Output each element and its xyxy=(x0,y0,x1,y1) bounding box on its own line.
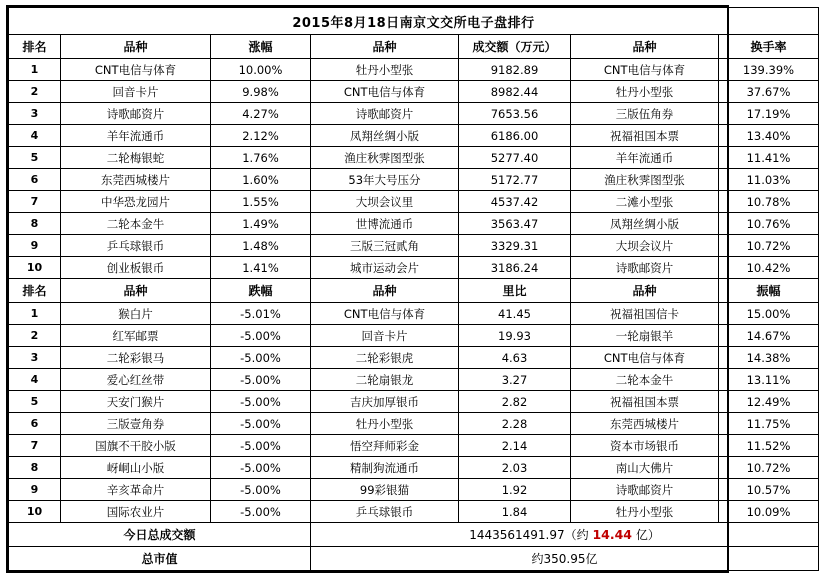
cell-turnover: 8982.44 xyxy=(459,81,571,103)
cell-variety-drop: 岈峒山小版 xyxy=(61,457,211,479)
cell-turnover: 3563.47 xyxy=(459,213,571,235)
cell-rank: 7 xyxy=(9,191,61,213)
cell-variety-turnover: 三版三冠贰角 xyxy=(311,235,459,257)
cell-drop: -5.00% xyxy=(211,325,311,347)
header-variety-drop: 品种 xyxy=(61,279,211,303)
cell-gain: 1.60% xyxy=(211,169,311,191)
cell-rate: 10.76% xyxy=(719,213,819,235)
table-row xyxy=(9,369,819,391)
table-row xyxy=(9,501,819,523)
cell-rate: 13.40% xyxy=(719,125,819,147)
cell-variety-amplitude: 东莞西城楼片 xyxy=(571,413,719,435)
title-row xyxy=(9,8,819,35)
cell-rank: 10 xyxy=(9,257,61,279)
cell-variety-drop: 国际农业片 xyxy=(61,501,211,523)
cell-amplitude: 10.57% xyxy=(719,479,819,501)
cell-amplitude: 11.52% xyxy=(719,435,819,457)
cell-variety-turnover: CNT电信与体育 xyxy=(311,81,459,103)
cell-rate: 17.19% xyxy=(719,103,819,125)
table-row xyxy=(9,191,819,213)
cell-variety-ratio: 回音卡片 xyxy=(311,325,459,347)
total-turnover-highlight: 14.44 xyxy=(592,527,632,542)
table-row xyxy=(9,413,819,435)
cell-ratio: 2.28 xyxy=(459,413,571,435)
cell-variety-drop: 爱心红丝带 xyxy=(61,369,211,391)
table-row xyxy=(9,435,819,457)
cell-variety-rate: 凤翔丝绸小版 xyxy=(571,213,719,235)
table-row xyxy=(9,169,819,191)
cell-variety-gain: 东莞西城楼片 xyxy=(61,169,211,191)
header-variety-turnover: 品种 xyxy=(311,35,459,59)
cell-variety-turnover: 凤翔丝绸小版 xyxy=(311,125,459,147)
cell-rank: 1 xyxy=(9,303,61,325)
cell-rank: 1 xyxy=(9,59,61,81)
section1-header-row xyxy=(9,35,819,59)
ranking-table xyxy=(8,7,819,571)
header-drop: 跌幅 xyxy=(211,279,311,303)
cell-variety-ratio: CNT电信与体育 xyxy=(311,303,459,325)
cell-variety-drop: 辛亥革命片 xyxy=(61,479,211,501)
cell-variety-drop: 三版壹角券 xyxy=(61,413,211,435)
table-row xyxy=(9,213,819,235)
total-turnover-suffix: 亿） xyxy=(635,528,660,542)
header-amplitude: 振幅 xyxy=(719,279,819,303)
table-row xyxy=(9,81,819,103)
cell-gain: 1.49% xyxy=(211,213,311,235)
cell-variety-rate: 渔庄秋霁图型张 xyxy=(571,169,719,191)
cell-variety-ratio: 乒乓球银币 xyxy=(311,501,459,523)
cell-variety-turnover: 渔庄秋霁图型张 xyxy=(311,147,459,169)
table-row xyxy=(9,303,819,325)
cell-ratio: 3.27 xyxy=(459,369,571,391)
table-row xyxy=(9,457,819,479)
market-cap-label: 总市值 xyxy=(9,547,311,571)
cell-variety-gain: 回音卡片 xyxy=(61,81,211,103)
cell-rate: 139.39% xyxy=(719,59,819,81)
cell-rate: 37.67% xyxy=(719,81,819,103)
cell-variety-ratio: 99彩银猫 xyxy=(311,479,459,501)
cell-variety-turnover: 53年大号压分 xyxy=(311,169,459,191)
cell-amplitude: 10.09% xyxy=(719,501,819,523)
cell-variety-ratio: 二轮彩银虎 xyxy=(311,347,459,369)
header-turnover-rate: 换手率 xyxy=(719,35,819,59)
cell-turnover: 3329.31 xyxy=(459,235,571,257)
cell-ratio: 2.82 xyxy=(459,391,571,413)
cell-turnover: 5277.40 xyxy=(459,147,571,169)
cell-variety-gain: 乒乓球银币 xyxy=(61,235,211,257)
cell-rank: 3 xyxy=(9,347,61,369)
header-variety-ratio: 品种 xyxy=(311,279,459,303)
cell-gain: 9.98% xyxy=(211,81,311,103)
section2-header-row xyxy=(9,279,819,303)
cell-gain: 1.55% xyxy=(211,191,311,213)
ranking-sheet xyxy=(6,5,795,573)
cell-rank: 6 xyxy=(9,169,61,191)
table-row xyxy=(9,103,819,125)
total-turnover-value xyxy=(311,523,819,547)
cell-amplitude: 12.49% xyxy=(719,391,819,413)
cell-variety-amplitude: 诗歌邮资片 xyxy=(571,479,719,501)
cell-drop: -5.00% xyxy=(211,369,311,391)
table-row xyxy=(9,479,819,501)
table-row xyxy=(9,325,819,347)
cell-rank: 6 xyxy=(9,413,61,435)
cell-rate: 11.41% xyxy=(719,147,819,169)
table-row xyxy=(9,347,819,369)
cell-ratio: 4.63 xyxy=(459,347,571,369)
cell-drop: -5.00% xyxy=(211,413,311,435)
cell-ratio: 1.92 xyxy=(459,479,571,501)
cell-ratio: 2.03 xyxy=(459,457,571,479)
cell-variety-rate: 羊年流通币 xyxy=(571,147,719,169)
cell-rank: 5 xyxy=(9,147,61,169)
cell-variety-gain: CNT电信与体育 xyxy=(61,59,211,81)
cell-rate: 10.72% xyxy=(719,235,819,257)
cell-turnover: 7653.56 xyxy=(459,103,571,125)
cell-turnover: 9182.89 xyxy=(459,59,571,81)
table-row xyxy=(9,235,819,257)
cell-rate: 10.78% xyxy=(719,191,819,213)
cell-variety-amplitude: 二轮本金牛 xyxy=(571,369,719,391)
cell-ratio: 41.45 xyxy=(459,303,571,325)
cell-variety-drop: 二轮彩银马 xyxy=(61,347,211,369)
total-turnover-label: 今日总成交额 xyxy=(9,523,311,547)
cell-gain: 1.48% xyxy=(211,235,311,257)
cell-drop: -5.01% xyxy=(211,303,311,325)
cell-amplitude: 10.72% xyxy=(719,457,819,479)
market-cap-row xyxy=(9,547,819,571)
cell-drop: -5.00% xyxy=(211,347,311,369)
cell-turnover: 4537.42 xyxy=(459,191,571,213)
table-row xyxy=(9,125,819,147)
header-variety-turnoverrate: 品种 xyxy=(571,35,719,59)
cell-variety-drop: 红军邮票 xyxy=(61,325,211,347)
cell-turnover: 3186.24 xyxy=(459,257,571,279)
cell-variety-turnover: 大坝会议里 xyxy=(311,191,459,213)
cell-variety-amplitude: 南山大佛片 xyxy=(571,457,719,479)
page-title: 2015年8月18日南京文交所电子盘排行 xyxy=(9,8,819,35)
cell-variety-ratio: 精制狗流通币 xyxy=(311,457,459,479)
cell-amplitude: 14.67% xyxy=(719,325,819,347)
table-row xyxy=(9,391,819,413)
cell-variety-rate: 三版伍角券 xyxy=(571,103,719,125)
cell-variety-gain: 羊年流通币 xyxy=(61,125,211,147)
cell-variety-amplitude: CNT电信与体育 xyxy=(571,347,719,369)
cell-amplitude: 15.00% xyxy=(719,303,819,325)
cell-amplitude: 14.38% xyxy=(719,347,819,369)
cell-gain: 10.00% xyxy=(211,59,311,81)
cell-variety-gain: 创业板银币 xyxy=(61,257,211,279)
cell-rank: 2 xyxy=(9,325,61,347)
cell-variety-rate: 牡丹小型张 xyxy=(571,81,719,103)
cell-gain: 2.12% xyxy=(211,125,311,147)
cell-variety-drop: 天安门猴片 xyxy=(61,391,211,413)
header-gain: 涨幅 xyxy=(211,35,311,59)
cell-ratio: 2.14 xyxy=(459,435,571,457)
cell-ratio: 1.84 xyxy=(459,501,571,523)
cell-ratio: 19.93 xyxy=(459,325,571,347)
cell-rank: 8 xyxy=(9,457,61,479)
cell-variety-turnover: 牡丹小型张 xyxy=(311,59,459,81)
cell-variety-turnover: 诗歌邮资片 xyxy=(311,103,459,125)
cell-rank: 9 xyxy=(9,235,61,257)
cell-variety-gain: 二轮本金牛 xyxy=(61,213,211,235)
cell-variety-gain: 诗歌邮资片 xyxy=(61,103,211,125)
cell-variety-ratio: 二轮扇银龙 xyxy=(311,369,459,391)
cell-variety-drop: 猴白片 xyxy=(61,303,211,325)
cell-variety-turnover: 城市运动会片 xyxy=(311,257,459,279)
cell-variety-rate: 大坝会议片 xyxy=(571,235,719,257)
cell-gain: 1.76% xyxy=(211,147,311,169)
cell-variety-rate: 祝福祖国本票 xyxy=(571,125,719,147)
cell-variety-rate: 诗歌邮资片 xyxy=(571,257,719,279)
cell-variety-rate: 二滩小型张 xyxy=(571,191,719,213)
cell-rank: 4 xyxy=(9,125,61,147)
cell-rank: 10 xyxy=(9,501,61,523)
cell-rate: 11.03% xyxy=(719,169,819,191)
cell-rank: 9 xyxy=(9,479,61,501)
cell-variety-gain: 二轮梅银蛇 xyxy=(61,147,211,169)
cell-rank: 2 xyxy=(9,81,61,103)
cell-drop: -5.00% xyxy=(211,457,311,479)
market-cap-value: 约350.95亿 xyxy=(311,547,819,571)
cell-gain: 4.27% xyxy=(211,103,311,125)
header-variety-gain: 品种 xyxy=(61,35,211,59)
table-row xyxy=(9,257,819,279)
cell-variety-amplitude: 牡丹小型张 xyxy=(571,501,719,523)
cell-variety-amplitude: 祝福祖国信卡 xyxy=(571,303,719,325)
cell-turnover: 6186.00 xyxy=(459,125,571,147)
cell-variety-ratio: 吉庆加厚银币 xyxy=(311,391,459,413)
cell-drop: -5.00% xyxy=(211,391,311,413)
cell-variety-ratio: 牡丹小型张 xyxy=(311,413,459,435)
cell-variety-ratio: 悟空拜师彩金 xyxy=(311,435,459,457)
cell-drop: -5.00% xyxy=(211,479,311,501)
cell-variety-turnover: 世博流通币 xyxy=(311,213,459,235)
cell-variety-amplitude: 一轮扇银羊 xyxy=(571,325,719,347)
header-variety-amplitude: 品种 xyxy=(571,279,719,303)
cell-rank: 5 xyxy=(9,391,61,413)
cell-amplitude: 11.75% xyxy=(719,413,819,435)
cell-rank: 8 xyxy=(9,213,61,235)
table-row xyxy=(9,147,819,169)
header-rank-2: 排名 xyxy=(9,279,61,303)
cell-rate: 10.42% xyxy=(719,257,819,279)
cell-drop: -5.00% xyxy=(211,501,311,523)
table-row xyxy=(9,59,819,81)
total-turnover-row xyxy=(9,523,819,547)
cell-variety-amplitude: 祝福祖国本票 xyxy=(571,391,719,413)
cell-variety-drop: 国旗不干胶小版 xyxy=(61,435,211,457)
cell-rank: 3 xyxy=(9,103,61,125)
cell-variety-gain: 中华恐龙园片 xyxy=(61,191,211,213)
header-ratio: 里比 xyxy=(459,279,571,303)
header-rank: 排名 xyxy=(9,35,61,59)
cell-rank: 4 xyxy=(9,369,61,391)
total-turnover-prefix: 1443561491.97（约 xyxy=(469,528,589,542)
header-turnover: 成交额（万元） xyxy=(459,35,571,59)
cell-turnover: 5172.77 xyxy=(459,169,571,191)
cell-drop: -5.00% xyxy=(211,435,311,457)
cell-gain: 1.41% xyxy=(211,257,311,279)
cell-rank: 7 xyxy=(9,435,61,457)
cell-amplitude: 13.11% xyxy=(719,369,819,391)
cell-variety-rate: CNT电信与体育 xyxy=(571,59,719,81)
cell-variety-amplitude: 资本市场银币 xyxy=(571,435,719,457)
